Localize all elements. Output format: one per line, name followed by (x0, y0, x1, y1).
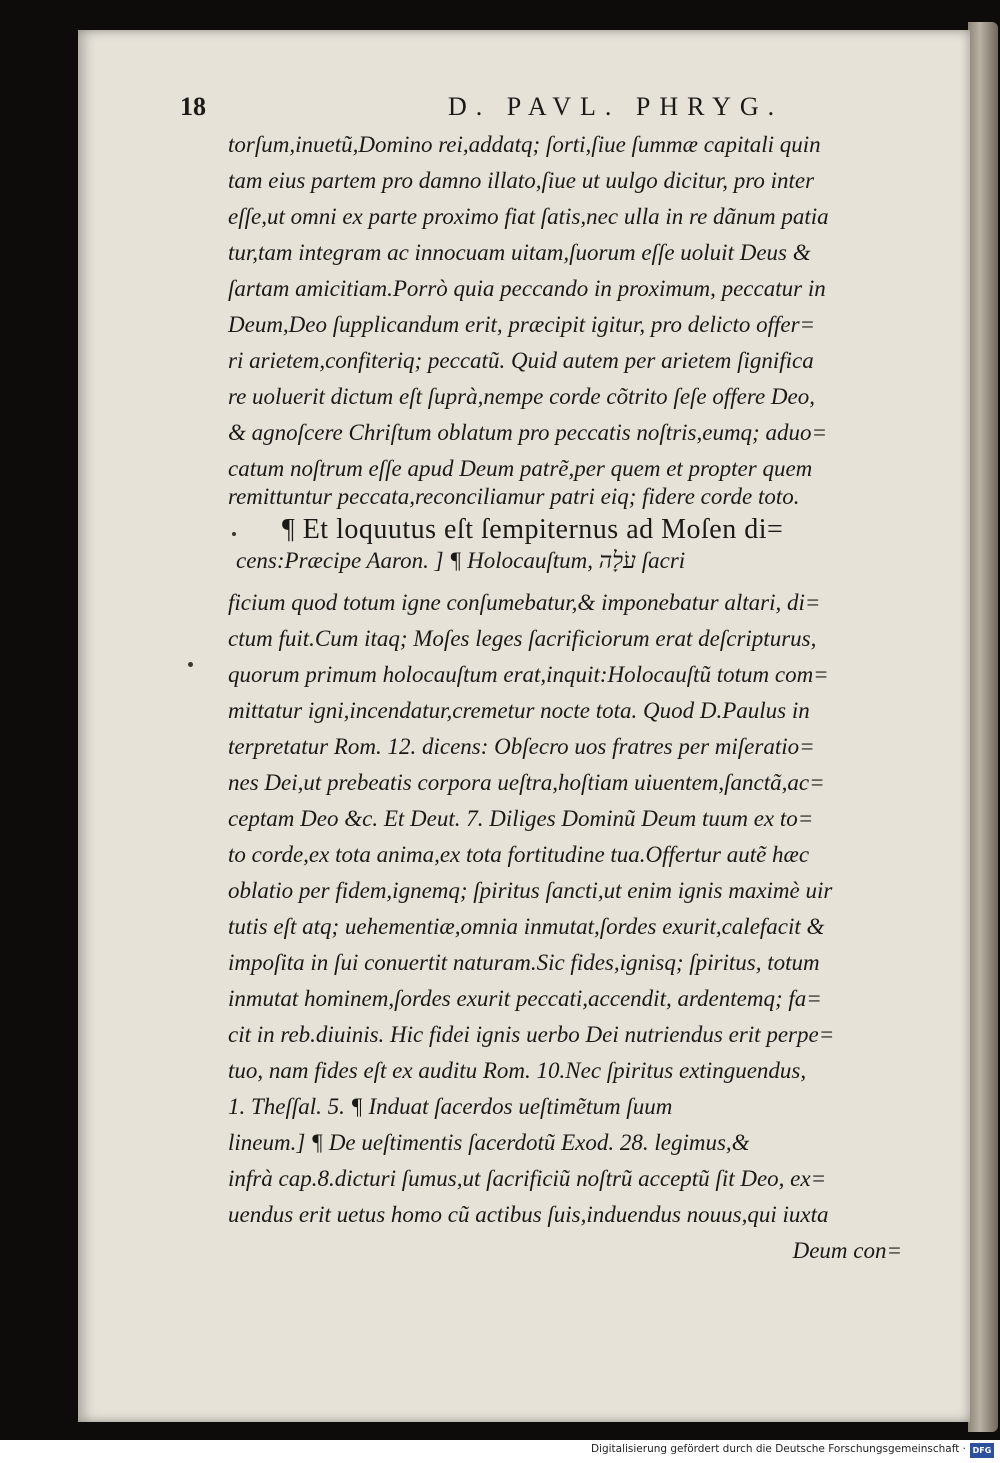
text-line: lineum.] ¶ De ueſtimentis ſacerdotũ Exod. 28. legimus,& (228, 1130, 750, 1155)
ink-speck (232, 532, 236, 536)
folio-number: 18 (180, 92, 206, 121)
text-line: quorum primum holocauſtum erat,inquit:Holocauſtũ totum com= (228, 662, 829, 687)
text-line: tur,tam integram ac innocuam uitam,ſuorum eſſe uoluit Deus & (228, 240, 811, 265)
text-line: remittuntur peccata,reconciliamur patri eiq; fidere corde toto. (228, 484, 800, 509)
text-line: infrà cap.8.dicturi ſumus,ut ſacrificiũ noſtrũ acceptũ ſit Deo, ex= (228, 1166, 827, 1191)
text-line: to corde,ex tota anima,ex tota fortitudine tua.Offertur autẽ hæc (228, 842, 810, 867)
text-line: uendus erit uetus homo cũ actibus ſuis,induendus nouus,qui iuxta (228, 1202, 829, 1227)
page-edge (968, 22, 998, 1432)
text-line: impoſita in ſui conuertit naturam.Sic fides,ignisq; ſpiritus, totum (228, 950, 820, 975)
dfg-logo: DFG (970, 1443, 994, 1458)
text-line: ctum fuit.Cum itaq; Moſes leges ſacrificiorum erat deſcripturus, (228, 626, 817, 651)
digitization-credit: Digitalisierung gefördert durch die Deutsche Forschungsgemeinschaft · (590, 1443, 966, 1455)
text-line: nes Dei,ut prebeatis corpora ueſtra,hoſtiam uiuentem,ſanctã,ac= (228, 770, 825, 795)
text-line: terpretatur Rom. 12. dicens: Obſecro uos fratres per miſeratio= (228, 734, 815, 759)
text-line: cit in reb.diuinis. Hic fidei ignis uerbo Dei nutriendus erit perpe= (228, 1022, 835, 1047)
footer-bar (0, 1440, 1000, 1463)
ink-speck (188, 662, 193, 667)
running-head: D. PAVL. PHRYG. (448, 92, 784, 121)
text-line: & agnoſcere Chriſtum oblatum pro peccatis noſtris,eumq; aduo= (228, 420, 827, 445)
text-line: ceptam Deo &c. Et Deut. 7. Diliges Dominũ Deum tuum ex to= (228, 806, 814, 831)
catchword-line: Deum con= (792, 1238, 902, 1263)
text-line: Deum,Deo ſupplicandum erit, præcipit igitur, pro delicto offer= (228, 312, 816, 337)
text-line: ri arietem,confiteriq; peccatũ. Quid autem per arietem ſignifica (228, 348, 814, 373)
text-line: ficium quod totum igne conſumebatur,& imponebatur altari, di= (228, 590, 821, 615)
text-line: tam eius partem pro damno illato,ſiue ut uulgo dicitur, pro inter (228, 168, 815, 193)
text-line: 1. Theſſal. 5. ¶ Induat ſacerdos ueſtimẽtum ſuum (228, 1094, 673, 1119)
text-line: tuo, nam fides eſt ex auditu Rom. 10.Nec ſpiritus extinguendus, (228, 1058, 807, 1083)
lemma-line: ¶ Et loquutus eſt ſempiternus ad Moſen di= (282, 514, 784, 545)
text-line: tutis eſt atq; uehementiæ,omnia inmutat,ſordes exurit,calefacit & (228, 914, 825, 939)
text-line: torſum,inuetũ,Domino rei,addatq; ſorti,ſiue ſummæ capitali quin (228, 132, 821, 157)
text-line: mittatur igni,incendatur,cremetur nocte tota. Quod D.Paulus in (228, 698, 810, 723)
text-line: re uoluerit dictum eſt ſuprà,nempe corde cõtrito ſeſe offere Deo, (228, 384, 815, 409)
text-line: ſartam amicitiam.Porrò quia peccando in proximum, peccatur in (228, 276, 826, 301)
text-line: oblatio per fidem,ignemq; ſpiritus ſancti,ut enim ignis maximè uir (228, 878, 833, 903)
text-line: catum noſtrum eſſe apud Deum patrẽ,per quem et propter quem (228, 456, 813, 481)
text-line: eſſe,ut omni ex parte proximo fiat ſatis,nec ulla in re dãnum patia (228, 204, 829, 229)
text-line: inmutat hominem,ſordes exurit peccati,accendit, ardentemq; fa= (228, 986, 822, 1011)
text-line: cens:Præcipe Aaron. ] ¶ Holocauſtum, עֹלָה ſacri (236, 548, 686, 573)
